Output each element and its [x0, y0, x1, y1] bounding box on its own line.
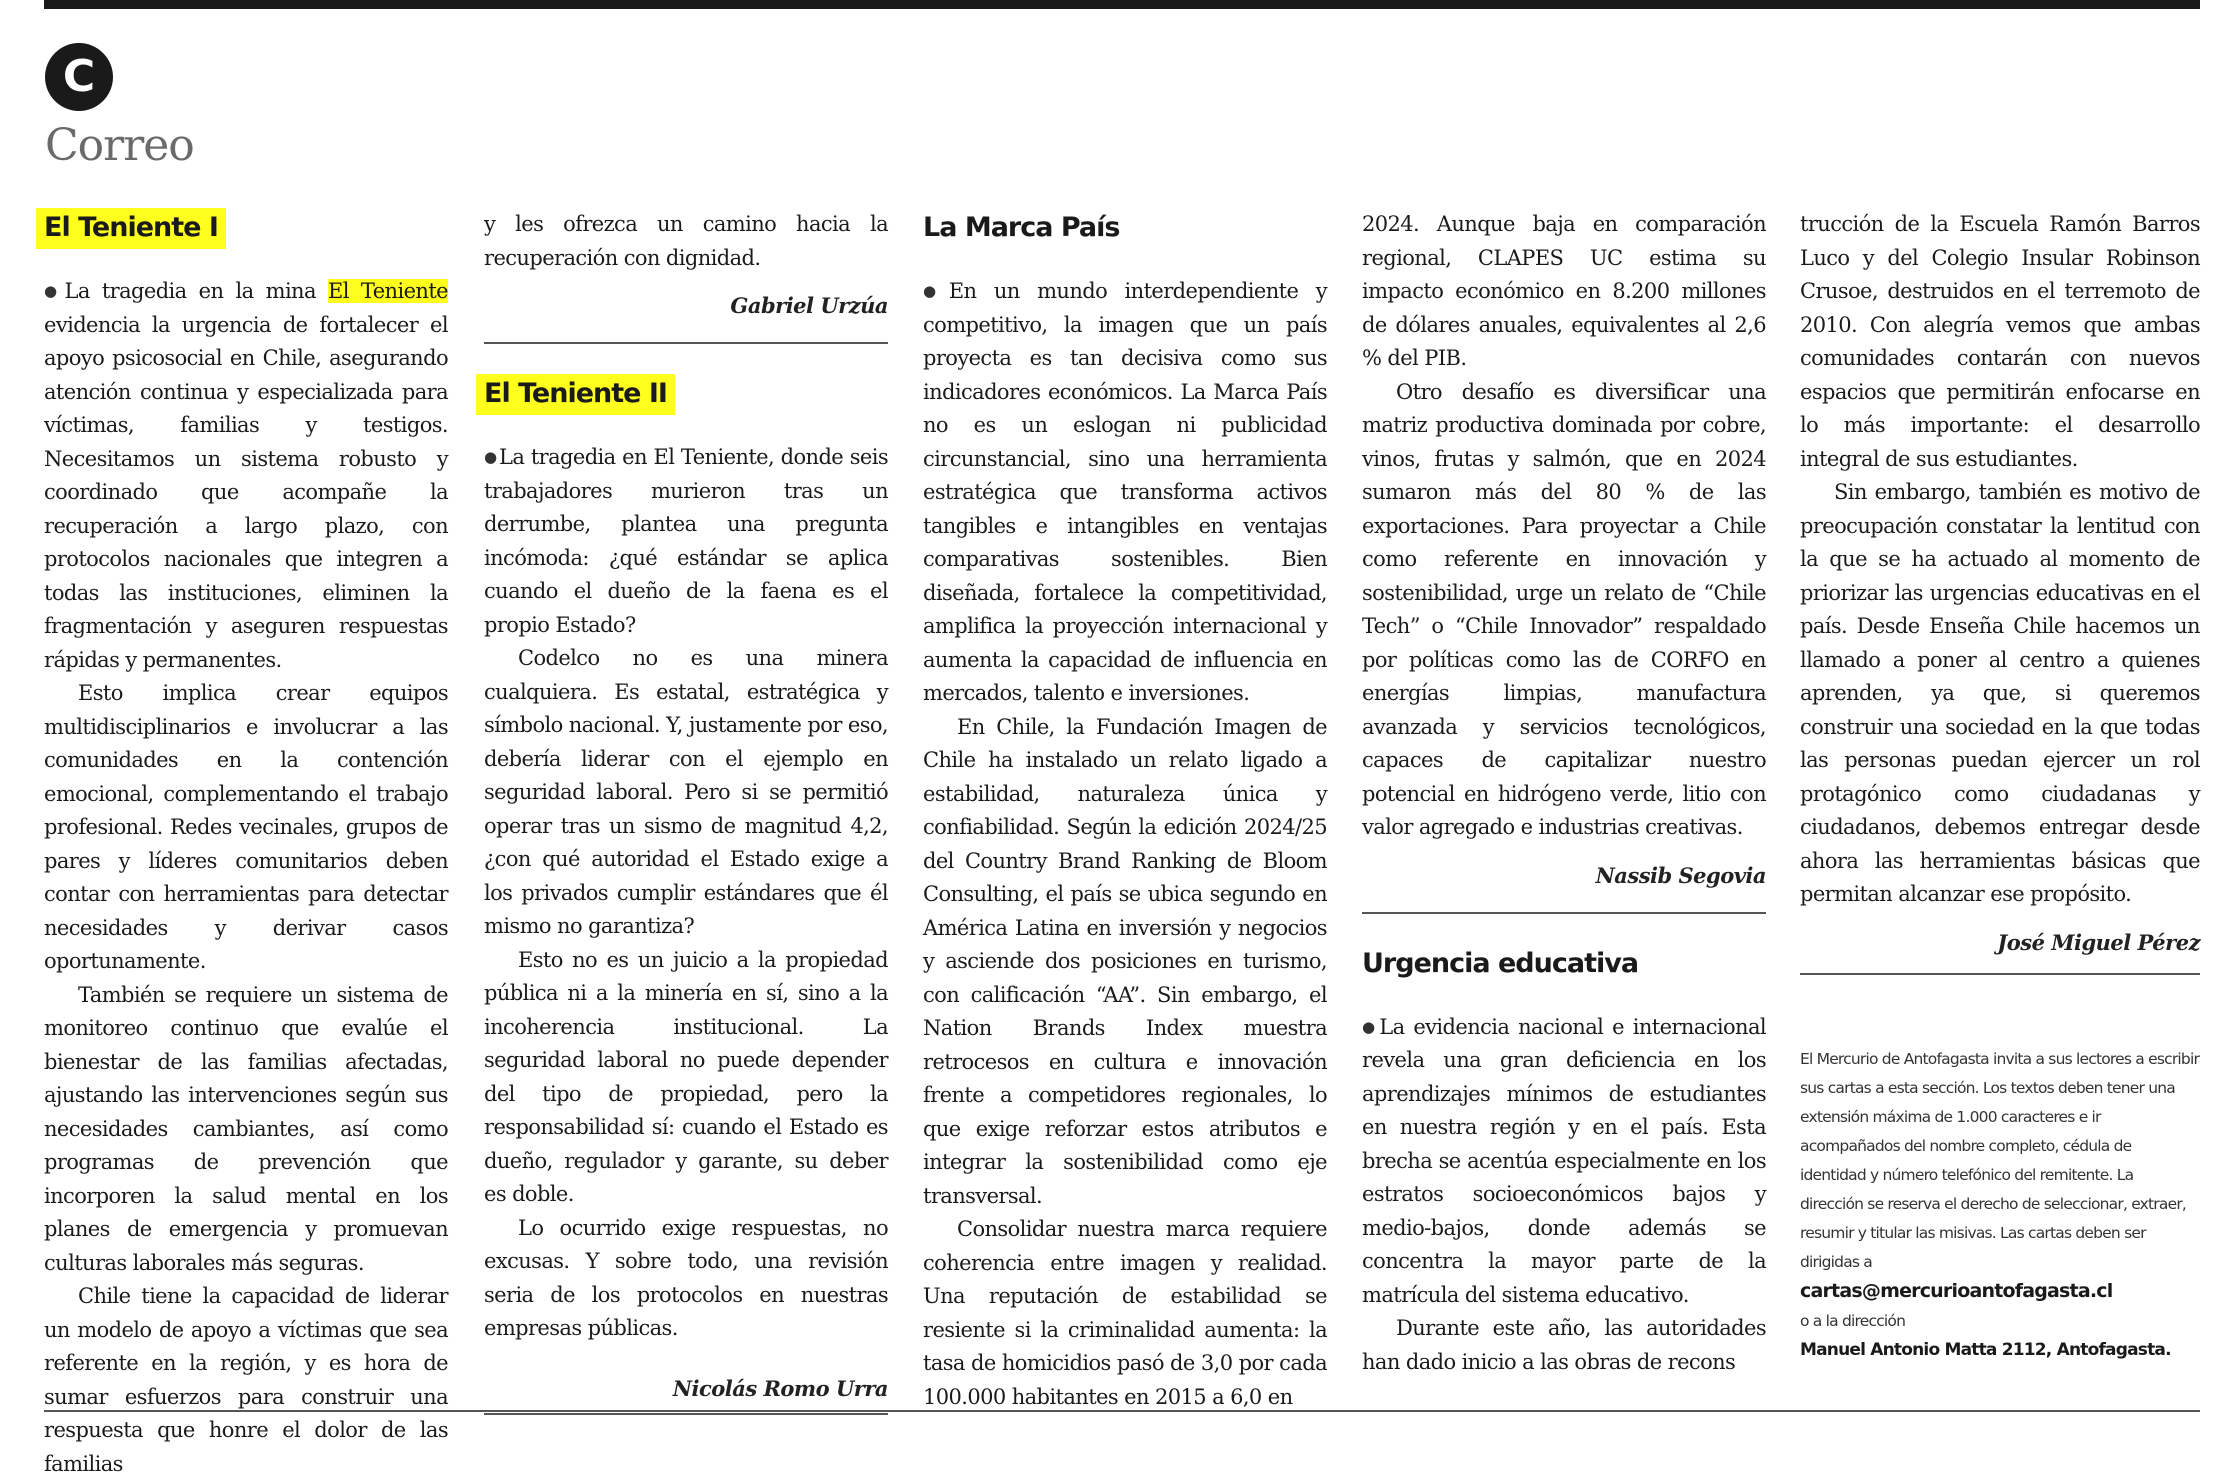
letter-2-paragraph-4: Lo ocurrido exige respuestas, no excusas. Y sobre todo, una revisión seria de los protocolos en nuestras empresas públicas.	[484, 1215, 888, 1340]
contact-email: cartas@mercurioantofagasta.cl	[1800, 1279, 2113, 1302]
letter-1-paragraph-3: También se requiere un sistema de monitoreo continuo que evalúe el bienestar de las familias afectadas, ajustando las intervenciones según sus necesidades cambiantes, así como programas de prevención que incorporen la salud mental en los planes de emergencia y promuevan culturas laborales más seguras.	[44, 982, 448, 1275]
letter-1-paragraph-2: Esto implica crear equipos multidisciplinarios e involucrar a las comunidades en la contención emocional, complementando el trabajo profesional. Redes vecinales, grupos de pares y líderes comunitarios deben contar con herramientas para detectar necesidades y derivar casos oportunamente.	[44, 681, 448, 973]
submission-notice	[1800, 1045, 2200, 1365]
section-logo: C	[45, 43, 113, 111]
letter-3-paragraph-1: ● En un mundo interdependiente y competitivo, la imagen que un país proyecta es tan decisiva como sus indicadores económicos. La Marca País no es un eslogan ni publicidad circunstancial, sino una herramienta estratégica que transforma activos tangibles e intangibles en ventajas comparativas sostenibles. Bien diseñada, fortalece la competitividad, amplifica la proyección internacional y aumenta la capacidad de influencia en mercados, talento e inversiones.	[923, 275, 1327, 711]
separator	[484, 1413, 888, 1415]
separator	[484, 342, 888, 344]
column-2	[484, 208, 888, 1445]
column-3	[923, 208, 1327, 1414]
letter-4-paragraph-2: Durante este año, las autoridades han dado inicio a las obras de recons	[1362, 1316, 1766, 1374]
contact-address: Manuel Antonio Matta 2112, Antofagasta.	[1800, 1339, 2171, 1360]
letter-1-paragraph-4: Chile tiene la capacidad de liderar un modelo de apoyo a víctimas que sea referente en la región, y es hora de sumar esfuerzos para construir una respuesta que honre el dolor de las familias	[44, 1284, 448, 1476]
top-rule	[44, 0, 2200, 9]
letter-4-signature: José Miguel Pérez	[1997, 929, 2200, 955]
section-title: Correo	[45, 120, 194, 171]
separator	[1800, 973, 2200, 975]
letter-4-paragraph-2-continued: trucción de la Escuela Ramón Barros Luco y del Colegio Insular Robinson Crusoe, destruidos en el terremoto de 2010. Con alegría vemos que ambas comunidades contarán con nuevos espacios que permitirán enfocarse en lo más importante: el desarrollo integral de sus estudiantes.	[1800, 212, 2200, 471]
letter-2-paragraph-2: Codelco no es una minera cualquiera. Es estatal, estratégica y símbolo nacional. Y, justamente por eso, debería liderar con el ejemplo en seguridad laboral. Pero si se permitió operar tras un sismo de magnitud 4,2, ¿con qué autoridad el Estado exige a los privados cumplir estándares que él mismo no garantiza?	[484, 646, 888, 938]
letter-1-paragraph-4-continued: y les ofrezca un camino hacia la recuperación con dignidad.	[484, 212, 888, 270]
letter-3-paragraph-4: Otro desafío es diversificar una matriz productiva dominada por cobre, vinos, frutas y salmón, que en 2024 sumaron más del 80 % de las exportaciones. Para proyectar a Chile como referente en innovación y sostenibilidad, urge un relato de “Chile Tech” o “Chile Innovador” respaldado por políticas como las de CORFO en energías limpias, manufactura avanzada y servicios tecnológicos, capaces de capitalizar nuestro potencial en hidrógeno verde, litio con valor agregado e industrias creativas.	[1362, 379, 1766, 839]
highlighted-term: El Teniente	[328, 279, 448, 303]
letter-3-signature: Nassib Segovia	[1595, 862, 1766, 888]
column-5	[1800, 208, 2200, 1365]
letter-4-headline: Urgencia educativa	[1362, 947, 1639, 979]
letter-1-paragraph-1: ● La tragedia en la mina El Teniente evidencia la urgencia de fortalecer el apoyo psicosocial en Chile, asegurando atención continua y especializada para víctimas, familias y testigos. Necesitamos un sistema robusto y coordinado que acompañe la recuperación a largo plazo, con protocolos nacionales que integren a todas las instituciones, eliminen la fragmentación y aseguren respuestas rápidas y permanentes.	[44, 275, 448, 677]
letter-3-paragraph-3-continued: 2024. Aunque baja en comparación regional, CLAPES UC estima su impacto económico en 8.200 millones de dólares anuales, equivalentes al 2,6 % del PIB.	[1362, 212, 1766, 370]
letter-2-paragraph-1: ● La tragedia en El Teniente, donde seis trabajadores murieron tras un derrumbe, plantea una pregunta incómoda: ¿qué estándar se aplica cuando el dueño de la faena es el propio Estado?	[484, 441, 888, 642]
letter-2-headline: El Teniente II	[476, 374, 675, 415]
letter-2-signature: Nicolás Romo Urra	[672, 1375, 888, 1401]
letter-4-paragraph-3: Sin embargo, también es motivo de preocupación constatar la lentitud con la que se ha actuado al momento de priorizar las urgencias educativas en el país. Desde Enseña Chile hacemos un llamado a poner al centro a quienes aprenden, ya que, si queremos construir una sociedad en la que todas las personas puedan ejercer un rol protagónico como ciudadanas y ciudadanos, debemos entregar desde ahora las herramientas básicas que permitan alcanzar ese propósito.	[1800, 480, 2200, 906]
letter-1-headline: El Teniente I	[36, 208, 226, 249]
bottom-rule	[44, 1410, 2200, 1412]
notice-or-address: o a la dirección	[1800, 1311, 1906, 1330]
letter-3-headline: La Marca País	[923, 212, 1120, 243]
column-1	[44, 208, 448, 1481]
column-4	[1362, 208, 1766, 1379]
letter-1-signature: Gabriel Urzúa	[730, 293, 888, 318]
notice-text: El Mercurio de Antofagasta invita a sus lectores a escribir sus cartas a esta sección. Los textos deben tener una extensión máxima de 1.000 caracteres e ir acompañados del nombre completo, cédula de identidad y número telefónico del remitente. La dirección se reserva el derecho de seleccionar, extraer, resumir y titular las misivas. Las cartas deben ser dirigidas a	[1800, 1049, 2200, 1271]
letter-3-paragraph-2: En Chile, la Fundación Imagen de Chile ha instalado un relato ligado a estabilidad, naturaleza única y confiabilidad. Según la edición 2024/25 del Country Brand Ranking de Bloom Consulting, el país se ubica segundo en América Latina en inversión y negocios y asciende dos posiciones en turismo, con calificación “AA”. Sin embargo, el Nation Brands Index muestra retrocesos en cultura e innovación frente a competidores regionales, lo que exige reforzar estos atributos e integrar la sostenibilidad como eje transversal.	[923, 714, 1327, 1208]
letter-3-paragraph-3: Consolidar nuestra marca requiere coherencia entre imagen y realidad. Una reputación de estabilidad se resiente si la criminalidad aumenta: la tasa de homicidios pasó de 3,0 por cada 100.000 habitantes en 2015 a 6,0 en	[923, 1217, 1327, 1409]
separator	[1362, 912, 1766, 914]
letter-2-paragraph-3: Esto no es un juicio a la propiedad pública ni a la minería en sí, sino a la incoherencia institucional. La seguridad laboral no puede depender del tipo de propiedad, pero la responsabilidad sí: cuando el Estado es dueño, regulador y garante, su deber es doble.	[484, 947, 888, 1206]
letter-4-paragraph-1: ● La evidencia nacional e internacional revela una gran deficiencia en los aprendizajes mínimos de estudiantes en nuestra región y en el país. Esta brecha se acentúa especialmente en los estratos socioeconómicos bajos y medio-bajos, donde además se concentra la mayor parte de la matrícula del sistema educativo.	[1362, 1011, 1766, 1313]
